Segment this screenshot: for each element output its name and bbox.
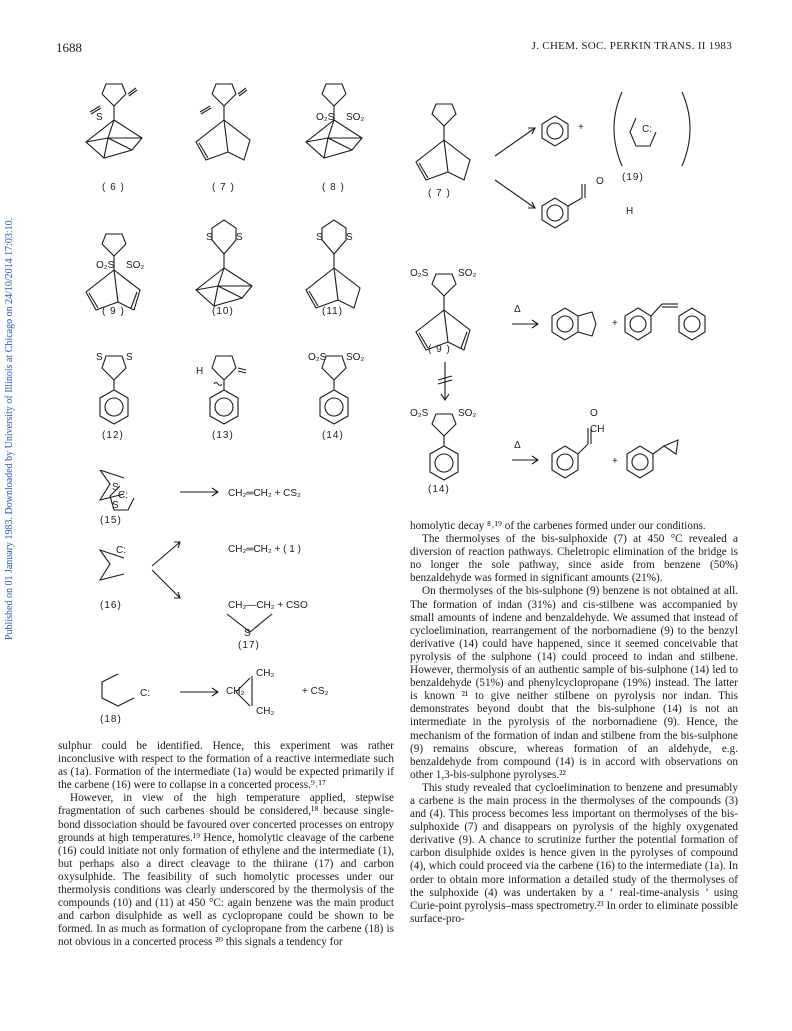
- oxygen-label: O: [596, 176, 604, 187]
- label-17: (17): [238, 640, 260, 651]
- label-15: (15): [100, 515, 122, 526]
- paragraph: The thermolyses of the bis-sulphoxide (7) at 450 °C revealed a diversion of reaction pathways. Cheletropic elimination of the bridge is no longer the sole pathway, since aside from benzene (50%) benzaldehyde was formed in significant amounts (21%).: [410, 533, 738, 585]
- scheme-14: [430, 414, 458, 480]
- atom-label: S: [96, 112, 103, 123]
- atom-label: SO₂: [458, 408, 477, 419]
- eq15-products: CH₂═CH₂ + CS₂: [228, 488, 301, 499]
- paragraph: homolytic decay ⁸˒¹⁹ of the carbenes formed under our conditions.: [410, 520, 706, 532]
- delta-label: Δ: [514, 440, 521, 451]
- carbene-label: C:: [140, 688, 150, 699]
- structure-12: [100, 356, 128, 424]
- label-6: ( 6 ): [102, 182, 125, 193]
- paragraph: However, in view of the high temperature applied, stepwise fragmentation of such carbenes should be considered,¹⁸ because single-bond dissociation should be favoured over concerted processes on entropy grounds at high temperatures.¹⁹ Hence, homolytic cleavage of the carbene (16) could initiate not only formation of ethylene and the intermediate (1), but perhaps also a direct cleavage to the thiirane (17) and carbon oxysulphide. The feasibility of such homolytic processes under our thermolysis conditions was clearly underscored by the thermolysis of the compounds (10) and (11) at 450 °C: again benzene was the main product and carbon disulphide as well as cyclopropane could be shown to be formed. In as much as formation of cyclopropane from the carbene (18) is not obvious in a concerted process ²⁰ this signals a tendency for: [58, 792, 394, 949]
- plus-sign: +: [612, 456, 618, 467]
- journal-header: J. CHEM. SOC. PERKIN TRANS. II 1983: [531, 40, 732, 52]
- atom-label: S: [244, 628, 251, 639]
- structure-7: [196, 84, 250, 160]
- carbene-label: C:: [118, 490, 128, 501]
- structure-14: [320, 356, 348, 424]
- atom-label: O₂S: [410, 268, 429, 279]
- right-column: [410, 520, 738, 926]
- atom-label: SO₂: [458, 268, 477, 279]
- label-13: (13): [212, 430, 234, 441]
- atom-label: S: [346, 232, 353, 243]
- atom-label: SO₂: [346, 352, 365, 363]
- structure-13: [210, 356, 246, 424]
- atom-label: O₂S: [316, 112, 335, 123]
- atom-label: S: [96, 352, 103, 363]
- hydrogen-label: H: [626, 206, 634, 217]
- label-7: ( 7 ): [212, 182, 235, 193]
- scheme-label-14: (14): [428, 484, 450, 495]
- scheme-label-7: ( 7 ): [428, 188, 451, 199]
- label-18: (18): [100, 714, 122, 725]
- atom-label: H: [196, 366, 204, 377]
- ch2-left: CH₂: [226, 686, 245, 697]
- label-14: (14): [322, 430, 344, 441]
- ch2-top: CH₂: [256, 668, 275, 679]
- atom-label: O₂S: [96, 260, 115, 271]
- publication-sidebar: [4, 180, 18, 640]
- atom-label: O₂S: [308, 352, 327, 363]
- structure-10: [196, 220, 252, 306]
- atom-label: O₂S: [410, 408, 429, 419]
- atom-label: S: [206, 232, 213, 243]
- scheme-label-9: ( 9 ): [428, 344, 451, 355]
- atom-label: S: [126, 352, 133, 363]
- atom-label: S: [236, 232, 243, 243]
- scheme-9: [416, 274, 470, 350]
- oxygen-label: O: [590, 408, 598, 419]
- scheme-7: [416, 104, 470, 180]
- scheme-label-19: (19): [622, 172, 644, 183]
- atom-label: SO₂: [126, 260, 145, 271]
- carbene-label: C:: [642, 124, 652, 135]
- left-column: [58, 740, 394, 950]
- carbene-label: C:: [116, 545, 126, 556]
- ch2-bottom: CH₂: [256, 706, 275, 717]
- atom-label: SO₂: [346, 112, 365, 123]
- atom-label: S: [316, 232, 323, 243]
- atom-label: S: [112, 482, 119, 493]
- eq16-products-b: CH₂—CH₂ + CSO: [228, 600, 308, 611]
- delta-label: Δ: [514, 304, 521, 315]
- page-number: 1688: [56, 40, 82, 55]
- right-scheme-art: [400, 80, 730, 500]
- plus-sign: +: [612, 318, 618, 329]
- paragraph: This study revealed that cycloelimination to benzene and presumably a carbene is the main process in the thermolyses of the compounds (3) and (4). This process becomes less important on thermolyses of the bis-sulphoxide (7) and disappears on pyrolysis of the highly oxygenated derivative (9). A chance to scrutinize further the potential formation of carbon disulphide oxides is hence given in the pyrolyses of compound (4), which could proceed via the carbene (16) to the intermediate (1a). In order to obtain more information a detailed study of the thermolyses of the sulphoxide (4) was undertaken by a ‘ real-time-analysis ’ using Curie-point pyrolysis–mass spectrometry.²³ In order to eliminate possible surface-pro-: [410, 781, 738, 925]
- eq16-products-a: CH₂═CH₂ + ( 1 ): [228, 544, 301, 555]
- plus-sign: +: [578, 122, 584, 133]
- label-8: ( 8 ): [322, 182, 345, 193]
- paragraph: sulphur could be identified. Hence, this experiment was rather inconclusive with respect to the formation of a reactive intermediate such as (1a). Formation of the intermediate (1a) would be expected primarily if the carbene (16) were to collapse in a concerted process.⁹˒¹⁷: [58, 740, 394, 792]
- ch-label: CH: [590, 424, 605, 435]
- structure-6: [86, 84, 142, 158]
- atom-label: S: [112, 500, 119, 511]
- label-10: (10): [212, 306, 234, 317]
- structure-9: [86, 234, 140, 310]
- label-9: ( 9 ): [102, 306, 125, 317]
- paragraph: On thermolyses of the bis-sulphone (9) benzene is not obtained at all. The formation of indan (31%) and cis-stilbene was accompanied by small amounts of indene and benzaldehyde. We assumed that instead of cycloelimination, rearrangement of the norbornadiene (9) to the benzyl derivative (14) could have happened, since it seemed conceivable that pyrolysis of the sulphone (14) could proceed to indan and stilbene. However, thermolysis of an authentic sample of bis-sulphone (14) led to benzaldehyde (51%) and phenylcyclopropane (19%) instead. The latter is known ²¹ to give neither stilbene on pyrolysis nor indan. This demonstrates beyond doubt that the bis-sulphone (14) is not an intermediate in the pyrolysis of the norbornadiene (9). Hence, the mechanism of the formation of indan and stilbene from the bis-sulphone (9) remains obscure, whereas formation of an aldehyde, e.g. benzaldehyde from compound (14) is in accord with observations on other 1,3-bis-sulphone pyrolyses.²²: [410, 585, 738, 781]
- sidebar-text[interactable]: Published on 01 January 1983. Downloaded by University of Illinois at Chicago on 24/10/2014 17:03:10.: [4, 217, 15, 640]
- label-12: (12): [102, 430, 124, 441]
- eq18-cs2: + CS₂: [302, 686, 329, 697]
- label-16: (16): [100, 600, 122, 611]
- label-11: (11): [322, 306, 344, 317]
